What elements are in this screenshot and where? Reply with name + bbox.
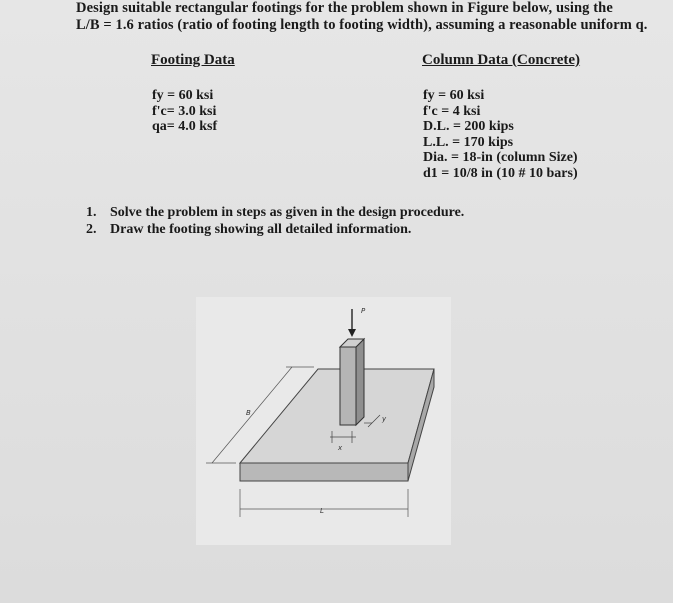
footing-fy: fy = 60 ksi xyxy=(152,88,214,103)
footing-figure xyxy=(196,297,451,545)
footing-data-list xyxy=(152,88,217,135)
step-2: 2. Draw the footing showing all detailed information. xyxy=(86,221,412,237)
column-front xyxy=(340,347,356,425)
footing-qa: qa= 4.0 ksf xyxy=(152,119,218,135)
label-b: B xyxy=(246,409,251,417)
problem-statement xyxy=(76,0,666,34)
column-fy: fy = 60 ksi xyxy=(423,88,485,103)
footing-front-face xyxy=(240,463,408,481)
label-x: x xyxy=(338,444,343,452)
label-y: y xyxy=(382,415,387,423)
footing-data-heading: Footing Data xyxy=(151,52,235,68)
column-fc: f'c = 4 ksi xyxy=(423,103,481,119)
column-dead-load: D.L. = 200 kips xyxy=(423,119,514,135)
label-l: L xyxy=(320,507,324,515)
footing-top-face xyxy=(240,369,434,463)
column-data-heading: Column Data (Concrete) xyxy=(422,52,581,68)
column-data-list xyxy=(423,88,578,182)
steps-list xyxy=(86,205,464,238)
column-diameter: Dia. = 18-in (column Size) xyxy=(423,150,578,166)
column-side xyxy=(356,339,364,425)
footing-fc: f'c= 3.0 ksi xyxy=(152,103,217,119)
footing-diagram xyxy=(196,297,451,545)
label-p: P xyxy=(361,307,366,315)
column-d1: d1 = 10/8 in (10 # 10 bars) xyxy=(423,165,578,181)
intro-line-1: Design suitable rectangular footings for the problem shown in Figure below, using the xyxy=(76,0,613,16)
step-1: 1. Solve the problem in steps as given in the design procedure. xyxy=(86,205,465,220)
column-live-load: L.L. = 170 kips xyxy=(423,134,514,150)
intro-line-2: L/B = 1.6 ratios (ratio of footing length to footing width), assuming a reasonable uniform q. xyxy=(76,17,648,33)
